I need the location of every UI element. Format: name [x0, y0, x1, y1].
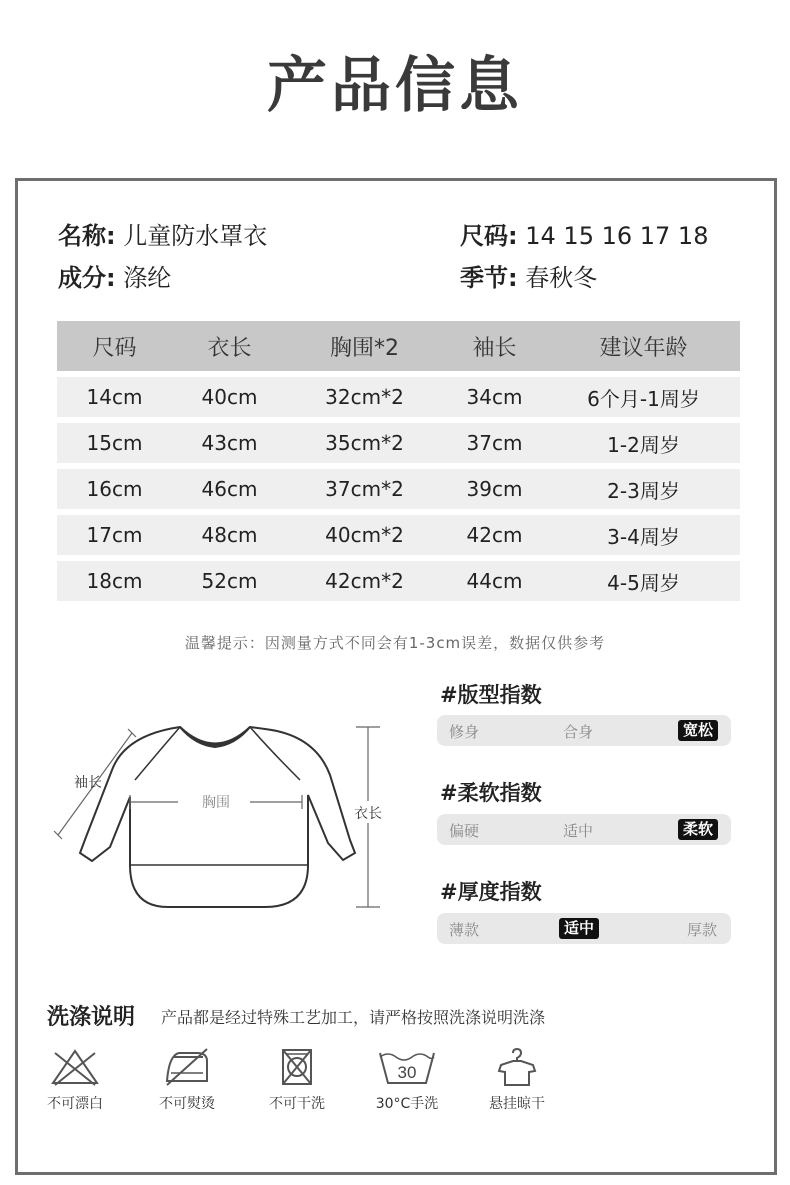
name-value: 儿童防水罩衣	[123, 222, 268, 250]
cell-sleeve: 37cm	[466, 431, 523, 455]
cell-length: 48cm	[201, 523, 258, 547]
softness-option-medium: 适中	[563, 822, 594, 840]
table-row	[57, 423, 740, 463]
cell-sleeve: 34cm	[466, 385, 523, 409]
info-material	[58, 258, 171, 293]
no-bleach-icon	[49, 1047, 101, 1087]
no-dry-clean-icon	[271, 1047, 323, 1087]
cell-chest: 37cm*2	[325, 477, 404, 501]
cell-chest: 35cm*2	[325, 431, 404, 455]
table-row	[57, 377, 740, 417]
cell-age: 2-3周岁	[607, 478, 680, 503]
fit-option-regular: 合身	[563, 723, 594, 741]
garment-diagram	[50, 715, 390, 920]
cell-length: 46cm	[201, 477, 258, 501]
cell-chest: 32cm*2	[325, 385, 404, 409]
hang-dry-icon	[491, 1047, 543, 1087]
cell-size: 16cm	[86, 477, 143, 501]
thickness-option-thin: 薄款	[449, 921, 480, 939]
header-length: 衣长	[207, 335, 252, 361]
care-item	[362, 1047, 452, 1113]
header-age: 建议年龄	[599, 335, 688, 361]
cell-chest: 40cm*2	[325, 523, 404, 547]
fit-index-title: #版型指数	[440, 683, 542, 707]
thickness-option-medium-selected: 适中	[559, 918, 599, 939]
info-season	[460, 258, 597, 293]
care-label: 30°C手洗	[375, 1096, 439, 1112]
fit-option-loose-selected: 宽松	[678, 720, 718, 741]
chest-label: 胸围	[202, 794, 230, 810]
table-row	[57, 561, 740, 601]
material-value: 涤纶	[123, 264, 172, 292]
care-label: 不可熨烫	[159, 1096, 215, 1112]
care-item	[252, 1047, 342, 1113]
thickness-index-bar	[437, 913, 731, 944]
size-label: 尺码:	[460, 222, 518, 250]
cell-age: 1-2周岁	[607, 432, 680, 457]
size-table	[57, 321, 740, 601]
softness-option-soft-selected: 柔软	[678, 819, 718, 840]
cell-size: 14cm	[86, 385, 143, 409]
cell-age: 6个月-1周岁	[587, 386, 700, 411]
hand-wash-30-icon	[376, 1047, 438, 1087]
cell-size: 15cm	[86, 431, 143, 455]
softness-option-hard: 偏硬	[449, 822, 480, 840]
table-header	[57, 321, 740, 371]
care-label: 悬挂晾干	[489, 1096, 545, 1112]
washing-description: 产品都是经过特殊工艺加工，请严格按照洗涤说明洗涤	[161, 1008, 546, 1027]
cell-length: 52cm	[201, 569, 258, 593]
care-item	[30, 1047, 120, 1113]
season-label: 季节:	[460, 264, 518, 292]
header-chest: 胸围*2	[330, 335, 399, 361]
cell-length: 43cm	[201, 431, 258, 455]
header-sleeve: 袖长	[472, 335, 517, 361]
care-label: 不可干洗	[269, 1096, 325, 1112]
cell-chest: 42cm*2	[325, 569, 404, 593]
cell-size: 18cm	[86, 569, 143, 593]
table-row	[57, 469, 740, 509]
header-size: 尺码	[92, 335, 137, 361]
cell-size: 17cm	[86, 523, 143, 547]
softness-index-title: #柔软指数	[440, 781, 542, 805]
fit-option-slim: 修身	[449, 723, 480, 741]
thickness-index-title: #厚度指数	[440, 880, 542, 904]
cell-length: 40cm	[201, 385, 258, 409]
care-item	[142, 1047, 232, 1113]
table-row	[57, 515, 740, 555]
cell-sleeve: 44cm	[466, 569, 523, 593]
care-item	[472, 1047, 562, 1113]
info-name	[58, 216, 267, 251]
softness-index-bar	[437, 814, 731, 845]
thickness-option-thick: 厚款	[687, 921, 718, 939]
fit-index-bar	[437, 715, 731, 746]
measurement-note: 温馨提示：因测量方式不同会有1-3cm误差，数据仅供参考	[184, 634, 606, 652]
cell-sleeve: 42cm	[466, 523, 523, 547]
cell-age: 4-5周岁	[607, 570, 680, 595]
season-value: 春秋冬	[525, 264, 598, 292]
sleeve-length-label: 袖长	[74, 774, 102, 790]
care-label: 不可漂白	[47, 1096, 103, 1112]
cell-sleeve: 39cm	[466, 477, 523, 501]
page-title: 产品信息	[267, 51, 523, 121]
material-label: 成分:	[58, 264, 116, 292]
name-label: 名称:	[58, 222, 116, 250]
body-length-label: 衣长	[354, 805, 382, 821]
no-iron-icon	[161, 1047, 213, 1087]
cell-age: 3-4周岁	[607, 524, 680, 549]
size-value: 14 15 16 17 18	[525, 222, 709, 250]
wash-temp-text: 30	[397, 1063, 417, 1082]
info-size	[460, 216, 708, 251]
washing-title: 洗涤说明	[47, 1005, 136, 1030]
